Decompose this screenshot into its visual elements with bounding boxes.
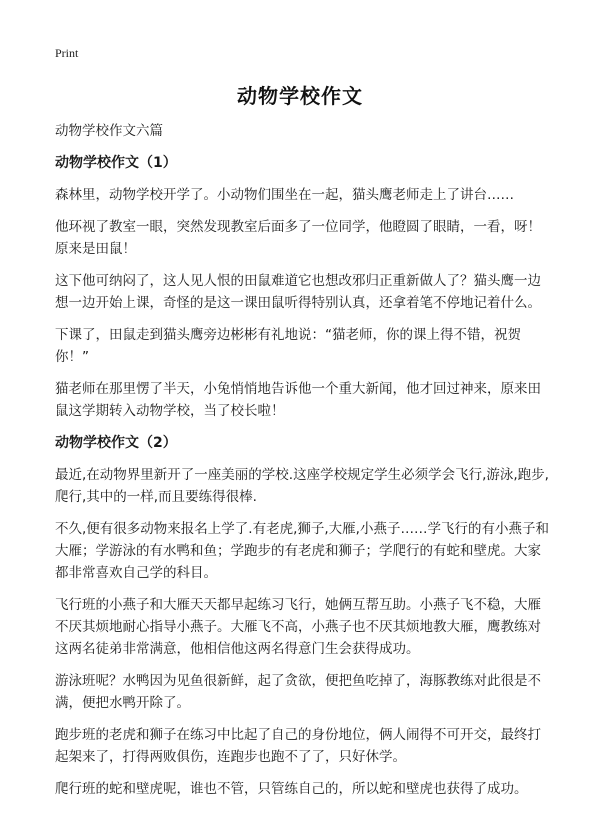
paragraph: 森林里，动物学校开学了。小动物们围坐在一起，猫头鹰老师走上了讲台…… — [55, 187, 514, 203]
paragraph: 他环视了教室一眼，突然发现教室后面多了一位同学，他瞪圆了眼睛，一看，呀！原来是田鼠！ — [55, 219, 541, 257]
section-heading-1: 动物学校作文（1） — [55, 155, 177, 171]
paragraph: 跑步班的老虎和狮子在练习中比起了自己的身份地位，俩人闹得不可开交，最终打起架来了，打得两败俱伤，连跑步也跑不了了，只好休学。 — [55, 727, 541, 765]
paragraph: 下课了，田鼠走到猫头鹰旁边彬彬有礼地说：“猫老师，你的课上得不错，祝贺你！” — [55, 327, 521, 365]
paragraph: 猫老师在那里愣了半天，小兔悄悄地告诉他一个重大新闻，他才回过神来，原来田鼠这学期转入动物学校，当了校长啦！ — [55, 381, 541, 419]
page-title: 动物学校作文 — [237, 84, 363, 108]
document-body — [55, 120, 553, 810]
paragraph: 最近,在动物界里新开了一座美丽的学校.这座学校规定学生必须学会飞行,游泳,跑步,爬行,其中的一样,而且要练得很棒. — [55, 467, 549, 505]
print-label[interactable]: Print — [55, 46, 79, 60]
paragraph: 游泳班呢？水鸭因为见鱼很新鲜，起了贪欲，便把鱼吃掉了，海豚教练对此很是不满，便把水鸭开除了。 — [55, 673, 541, 711]
paragraph: 这下他可纳闷了，这人见人恨的田鼠难道它也想改邪归正重新做人了？猫头鹰一边想一边开始上课，奇怪的是这一课田鼠听得特别认真，还拿着笔不停地记着什么。 — [55, 273, 541, 311]
paragraph: 飞行班的小燕子和大雁天天都早起练习飞行，她俩互帮互助。小燕子飞不稳，大雁不厌其烦地耐心指导小燕子。大雁飞不高，小燕子也不厌其烦地教大雁，鹰教练对这两名徒弟非常满意，他相信他这两名得意门生会获得成功。 — [55, 597, 541, 657]
section-heading-2: 动物学校作文（2） — [55, 435, 177, 451]
paragraph: 爬行班的蛇和壁虎呢，谁也不管，只管练自己的，所以蛇和壁虎也获得了成功。 — [55, 781, 528, 797]
paragraph: 不久,便有很多动物来报名上学了.有老虎,狮子,大雁,小燕子……学飞行的有小燕子和大雁；学游泳的有水鸭和鱼；学跑步的有老虎和狮子；学爬行的有蛇和壁虎。大家都非常喜欢自己学的科目。 — [55, 521, 549, 581]
document-subtitle: 动物学校作文六篇 — [55, 123, 163, 139]
